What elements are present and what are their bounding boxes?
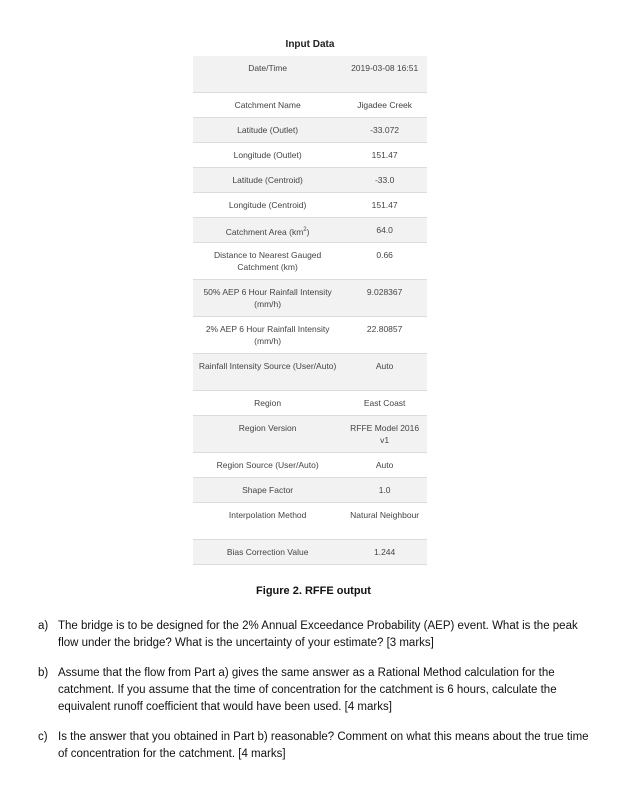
row-value: 9.028367 [366,287,403,297]
table-row [193,168,427,193]
table-row [193,391,427,416]
table-title: Input Data [285,39,335,50]
table-row [193,317,427,354]
data-table [193,56,427,565]
question-list [38,618,598,776]
row-value: 151.47 [371,150,398,160]
row-value: RFFE Model 2016 v1 [350,423,420,445]
table-row [193,540,427,565]
question-label: c) [38,731,48,743]
table-row [193,503,427,540]
row-label: 50% AEP 6 Hour Rainfall Intensity (mm/h) [203,287,332,309]
row-label: Bias Correction Value [226,547,309,557]
question-item [38,729,598,763]
row-label: Catchment Name [234,100,301,110]
row-label: Latitude (Outlet) [237,125,299,135]
row-value: -33.072 [370,125,400,135]
row-label: Rainfall Intensity Source (User/Auto) [198,361,337,371]
question-label: a) [38,620,49,632]
row-label: Shape Factor [242,485,294,495]
table-row [193,453,427,478]
question-text: Assume that the flow from Part a) gives the same answer as a Rational Method calculation for the catchment. If you assume that the time of concentration for the catchment is 6 hours, calculate the equivalent runoff coefficient that would have been used. [4 marks] [58,667,557,713]
row-label: Longitude (Centroid) [228,200,307,210]
row-label: Latitude (Centroid) [232,175,303,185]
table-row [193,243,427,280]
table-row [193,143,427,168]
row-label: Region Source (User/Auto) [216,460,319,470]
table-row [193,478,427,503]
row-value: -33.0 [374,175,395,185]
table-row [193,193,427,218]
row-value: Natural Neighbour [350,510,420,520]
row-label: Region Version [238,423,297,433]
row-value: 64.0 [376,225,393,235]
question-item [38,665,598,716]
question-text: The bridge is to be designed for the 2% Annual Exceedance Probability (AEP) event. What is the peak flow under the bridge? What is the uncertainty of your estimate? [3 marks] [58,620,578,649]
question-text: Is the answer that you obtained in Part b) reasonable? Comment on what this means about the true time of concentration for the catchment. [4 marks] [58,731,589,760]
table-row [193,118,427,143]
row-value: Jigadee Creek [357,100,413,110]
row-label: Interpolation Method [228,510,307,520]
row-label: 2% AEP 6 Hour Rainfall Intensity (mm/h) [205,324,330,346]
table-row [193,56,427,93]
row-value: 1.244 [373,547,396,557]
row-label: Distance to Nearest Gauged Catchment (km) [214,250,322,272]
table-row [193,354,427,391]
row-value: 2019-03-08 16:51 [351,63,419,73]
row-value: 0.66 [376,250,393,260]
table-row [193,218,427,243]
row-label: Region [254,398,282,408]
row-label: Longitude (Outlet) [233,150,302,160]
row-label: Catchment Area $(km^2)$ [225,226,310,237]
question-item [38,618,598,652]
question-label: b) [38,667,49,679]
row-value: 1.0 [378,485,391,495]
row-value: 151.47 [371,200,398,210]
row-label: Date/Time [248,63,288,73]
row-value: Auto [375,361,394,371]
table-row [193,280,427,317]
row-value: East Coast [363,398,406,408]
input-data-table [193,38,427,565]
row-value: Auto [375,460,394,470]
table-row [193,93,427,118]
figure-caption: Figure 2. RFFE output [256,585,371,597]
table-row [193,416,427,453]
row-value: 22.80857 [366,324,403,334]
